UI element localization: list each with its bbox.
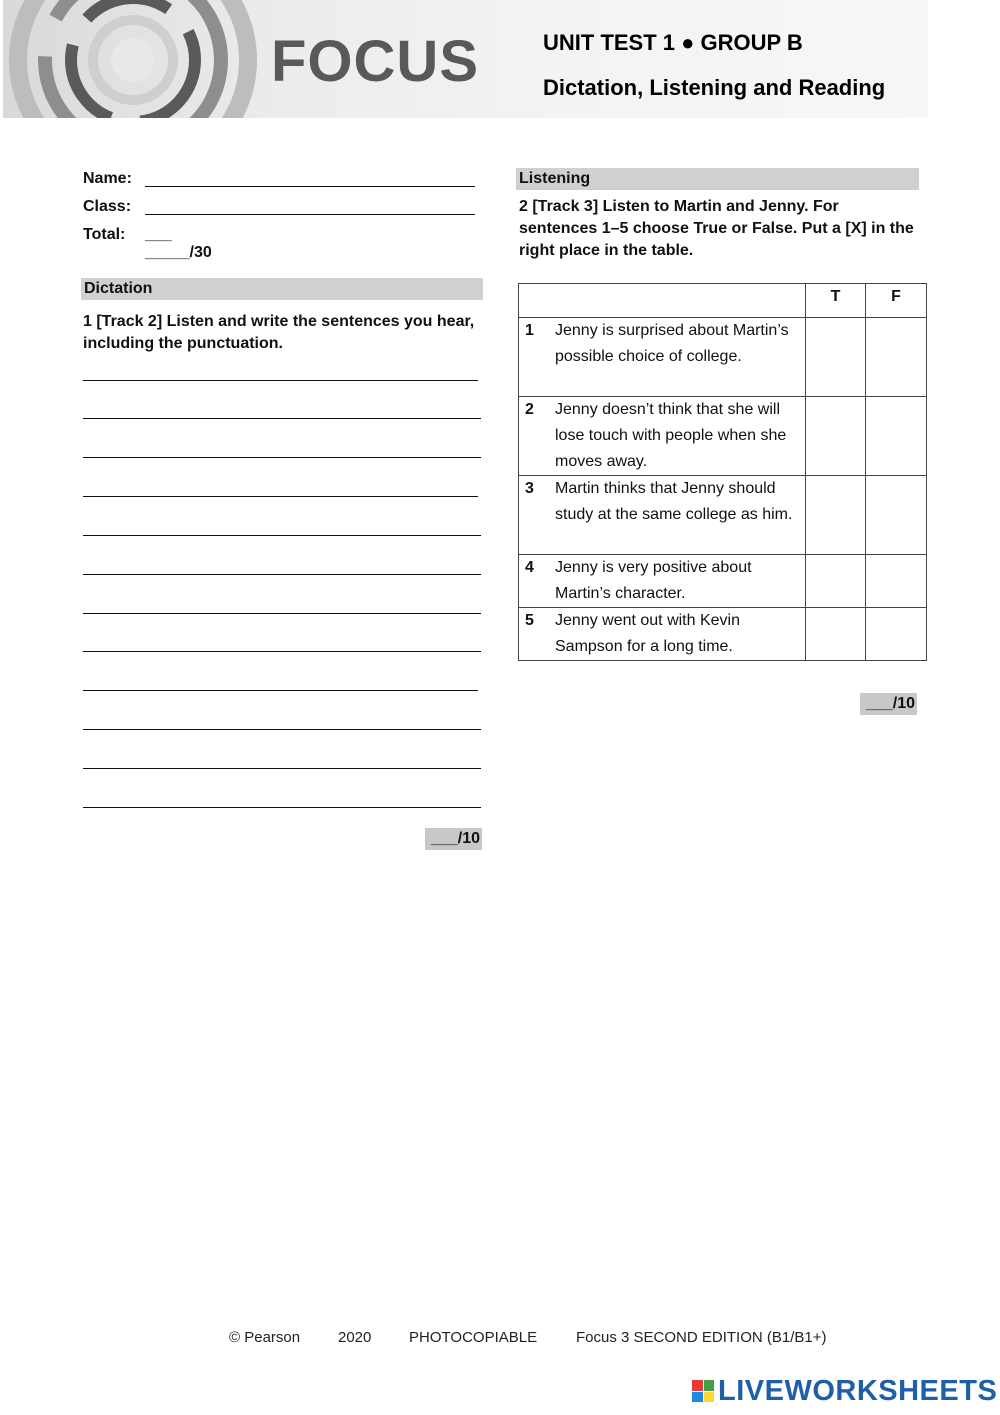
header-banner (3, 0, 928, 118)
true-cell[interactable] (806, 555, 866, 608)
false-cell[interactable] (866, 608, 927, 661)
statement-number: 3 (525, 480, 534, 497)
dictation-line-7[interactable] (83, 613, 481, 614)
class-label: Class: (83, 198, 132, 215)
statement-text: Martin thinks that Jenny should study at the same college as him. (555, 480, 793, 523)
page-title: UNIT TEST 1 ● GROUP B (543, 30, 803, 55)
swirl-graphic (3, 0, 263, 118)
statement-number: 5 (525, 612, 534, 629)
statement-number: 2 (525, 401, 534, 418)
statement-text: Jenny went out with Kevin Sampson for a long time. (555, 612, 740, 655)
dictation-line-12[interactable] (83, 807, 481, 808)
statement-cell (519, 608, 806, 661)
name-label: Name: (83, 170, 132, 187)
col-false-header: F (866, 284, 927, 318)
true-cell[interactable] (806, 608, 866, 661)
page-subtitle: Dictation, Listening and Reading (543, 75, 886, 100)
table-row (519, 476, 927, 555)
statement-cell (519, 476, 806, 555)
footer-photocopiable: PHOTOCOPIABLE (409, 1329, 538, 1346)
header-blank-cell (519, 284, 806, 318)
table-header-row (519, 284, 927, 318)
listening-instruction: 2 [Track 3] Listen to Martin and Jenny. For sentences 1–5 choose True or False. Put a [X] in the right place in the table. (519, 198, 914, 259)
true-cell[interactable] (806, 318, 866, 397)
liveworksheets-text: LIVEWORKSHEETS (718, 1374, 998, 1407)
false-cell[interactable] (866, 318, 927, 397)
statement-text: Jenny doesn’t think that she will lose touch with people when she moves away. (555, 401, 787, 470)
statement-text: Jenny is surprised about Martin’s possible choice of college. (555, 322, 789, 365)
true-cell[interactable] (806, 476, 866, 555)
statement-cell (519, 318, 806, 397)
true-false-table (518, 283, 927, 661)
liveworksheets-icon (692, 1380, 714, 1402)
col-true-header: T (806, 284, 866, 318)
table-row (519, 397, 927, 476)
dictation-line-2[interactable] (83, 418, 481, 419)
dictation-line-8[interactable] (83, 651, 481, 652)
dictation-line-10[interactable] (83, 729, 481, 730)
statement-number: 4 (525, 559, 534, 576)
statement-cell (519, 397, 806, 476)
statement-cell (519, 555, 806, 608)
class-input[interactable] (145, 214, 475, 215)
name-field (83, 170, 132, 188)
true-cell[interactable] (806, 397, 866, 476)
dictation-line-5[interactable] (83, 535, 481, 536)
dictation-instruction: 1 [Track 2] Listen and write the sentences you hear, including the punctuation. (83, 313, 475, 352)
footer-copyright: © Pearson (229, 1329, 301, 1346)
listening-heading: Listening (516, 168, 919, 190)
dictation-line-6[interactable] (83, 574, 481, 575)
total-field (83, 226, 212, 261)
false-cell[interactable] (866, 476, 927, 555)
total-value: ___ _____/30 (145, 226, 212, 261)
dictation-line-3[interactable] (83, 457, 481, 458)
total-label: Total: (83, 226, 126, 243)
dictation-line-11[interactable] (83, 768, 481, 769)
table-row (519, 608, 927, 661)
liveworksheets-logo (692, 1375, 997, 1407)
table-row (519, 318, 927, 397)
dictation-line-9[interactable] (83, 690, 478, 691)
table-row (519, 555, 927, 608)
footer-year: 2020 (338, 1329, 372, 1346)
dictation-heading: Dictation (81, 278, 483, 300)
statement-number: 1 (525, 322, 534, 339)
listening-score: ___/10 (860, 693, 917, 715)
dictation-line-4[interactable] (83, 496, 478, 497)
false-cell[interactable] (866, 397, 927, 476)
name-input[interactable] (145, 186, 475, 187)
brand-logo: FOCUS (271, 29, 479, 94)
dictation-line-1[interactable] (83, 380, 478, 381)
class-field (83, 198, 131, 216)
statement-text: Jenny is very positive about Martin’s character. (555, 559, 752, 602)
footer-edition: Focus 3 SECOND EDITION (B1/B1+) (576, 1329, 827, 1346)
false-cell[interactable] (866, 555, 927, 608)
dictation-score: ___/10 (425, 828, 482, 850)
